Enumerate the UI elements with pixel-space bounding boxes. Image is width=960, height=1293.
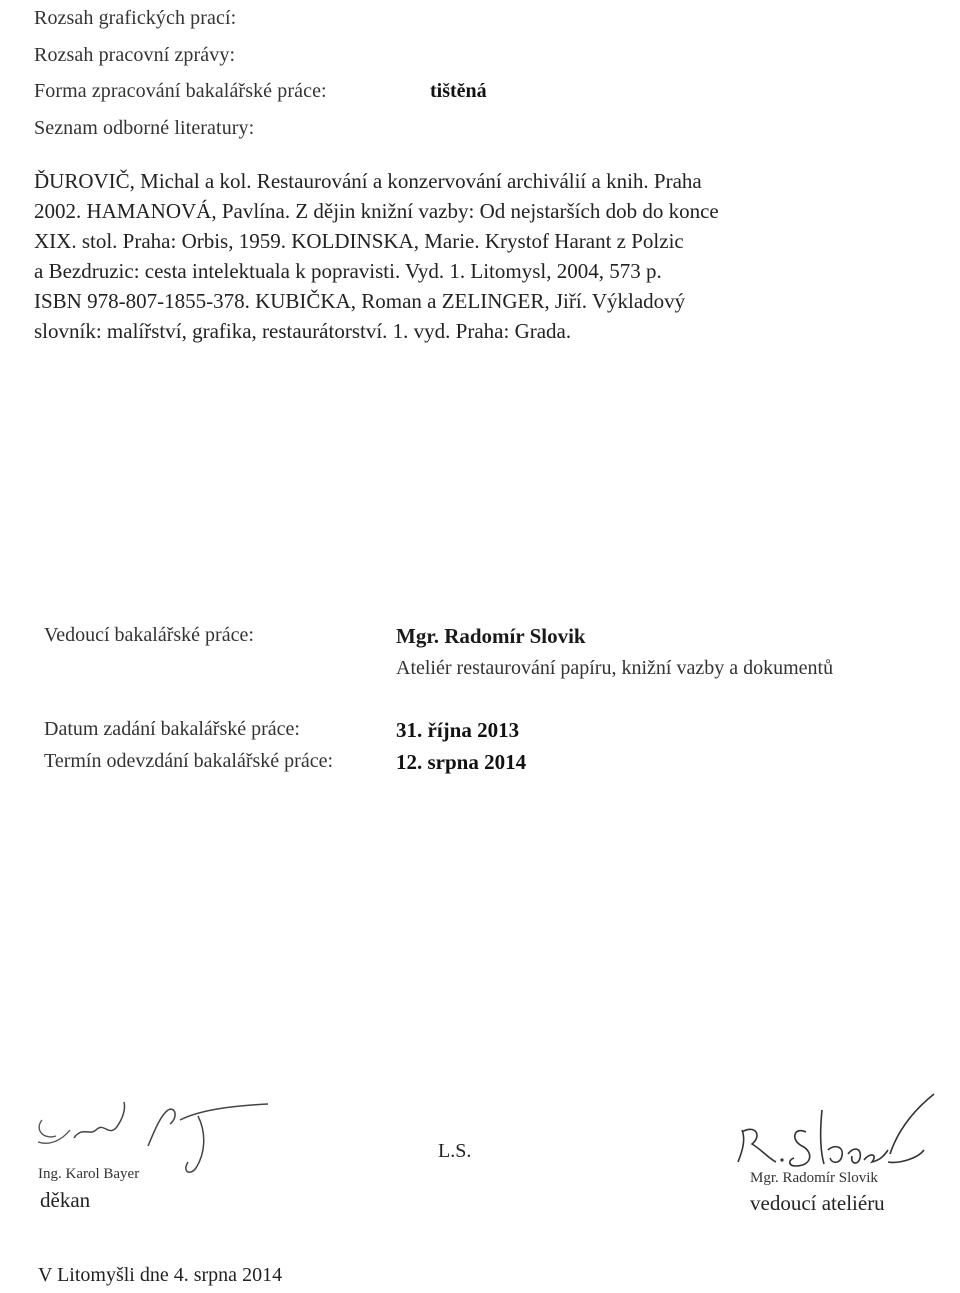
dean-name: Ing. Karol Bayer xyxy=(38,1166,140,1182)
form-label: Forma zpracování bakalářské práce: xyxy=(34,80,327,102)
graphic-scope-row xyxy=(34,6,236,30)
dean-role: děkan xyxy=(40,1188,91,1212)
seal-mark: L.S. xyxy=(438,1140,472,1162)
dean-signature xyxy=(30,1080,280,1180)
place-and-date: V Litomyšli dne 4. srpna 2014 xyxy=(38,1264,283,1286)
form-value: tištěná xyxy=(430,80,487,102)
supervisor-signature xyxy=(728,1080,948,1180)
bibliography-line: ISBN 978-807-1855-378. KUBIČKA, Roman a ZELINGER, Jiří. Výkladový xyxy=(34,289,686,313)
head-name: Mgr. Radomír Slovik xyxy=(750,1170,878,1186)
literature-label: Seznam odborné literatury: xyxy=(34,117,255,139)
assigned-date-label: Datum zadání bakalářské práce: xyxy=(44,718,300,740)
deadline-label: Termín odevzdání bakalářské práce: xyxy=(44,750,334,772)
report-scope-row xyxy=(34,43,235,67)
form-row xyxy=(34,79,934,103)
bibliography-line: 2002. HAMANOVÁ, Pavlína. Z dějin knižní vazby: Od nejstarších dob do konce xyxy=(34,199,719,223)
report-scope-label: Rozsah pracovní zprávy: xyxy=(34,44,236,66)
bibliography-line: a Bezdruzic: cesta intelektuala k popravisti. Vyd. 1. Litomysl, 2004, 573 p. xyxy=(34,259,662,283)
bibliography-line: slovník: malířství, grafika, restaurátorství. 1. vyd. Praha: Grada. xyxy=(34,319,572,343)
deadline-value: 12. srpna 2014 xyxy=(396,750,527,774)
bibliography xyxy=(34,166,914,346)
graphic-scope-label: Rozsah grafických prací: xyxy=(34,7,237,29)
supervisor-department: Ateliér restaurování papíru, knižní vazby a dokumentů xyxy=(396,657,834,679)
bibliography-line: XIX. stol. Praha: Orbis, 1959. KOLDINSKA, Marie. Krystof Harant z Polzic xyxy=(34,229,684,253)
head-role: vedoucí ateliéru xyxy=(750,1191,885,1215)
assigned-date-value: 31. října 2013 xyxy=(396,718,520,742)
supervisor-label: Vedoucí bakalářské práce: xyxy=(44,624,254,646)
supervisor-name: Mgr. Radomír Slovik xyxy=(396,624,586,648)
bibliography-line: ĎUROVIČ, Michal a kol. Restaurování a konzervování archiválií a knih. Praha xyxy=(34,169,702,193)
literature-row xyxy=(34,116,254,140)
